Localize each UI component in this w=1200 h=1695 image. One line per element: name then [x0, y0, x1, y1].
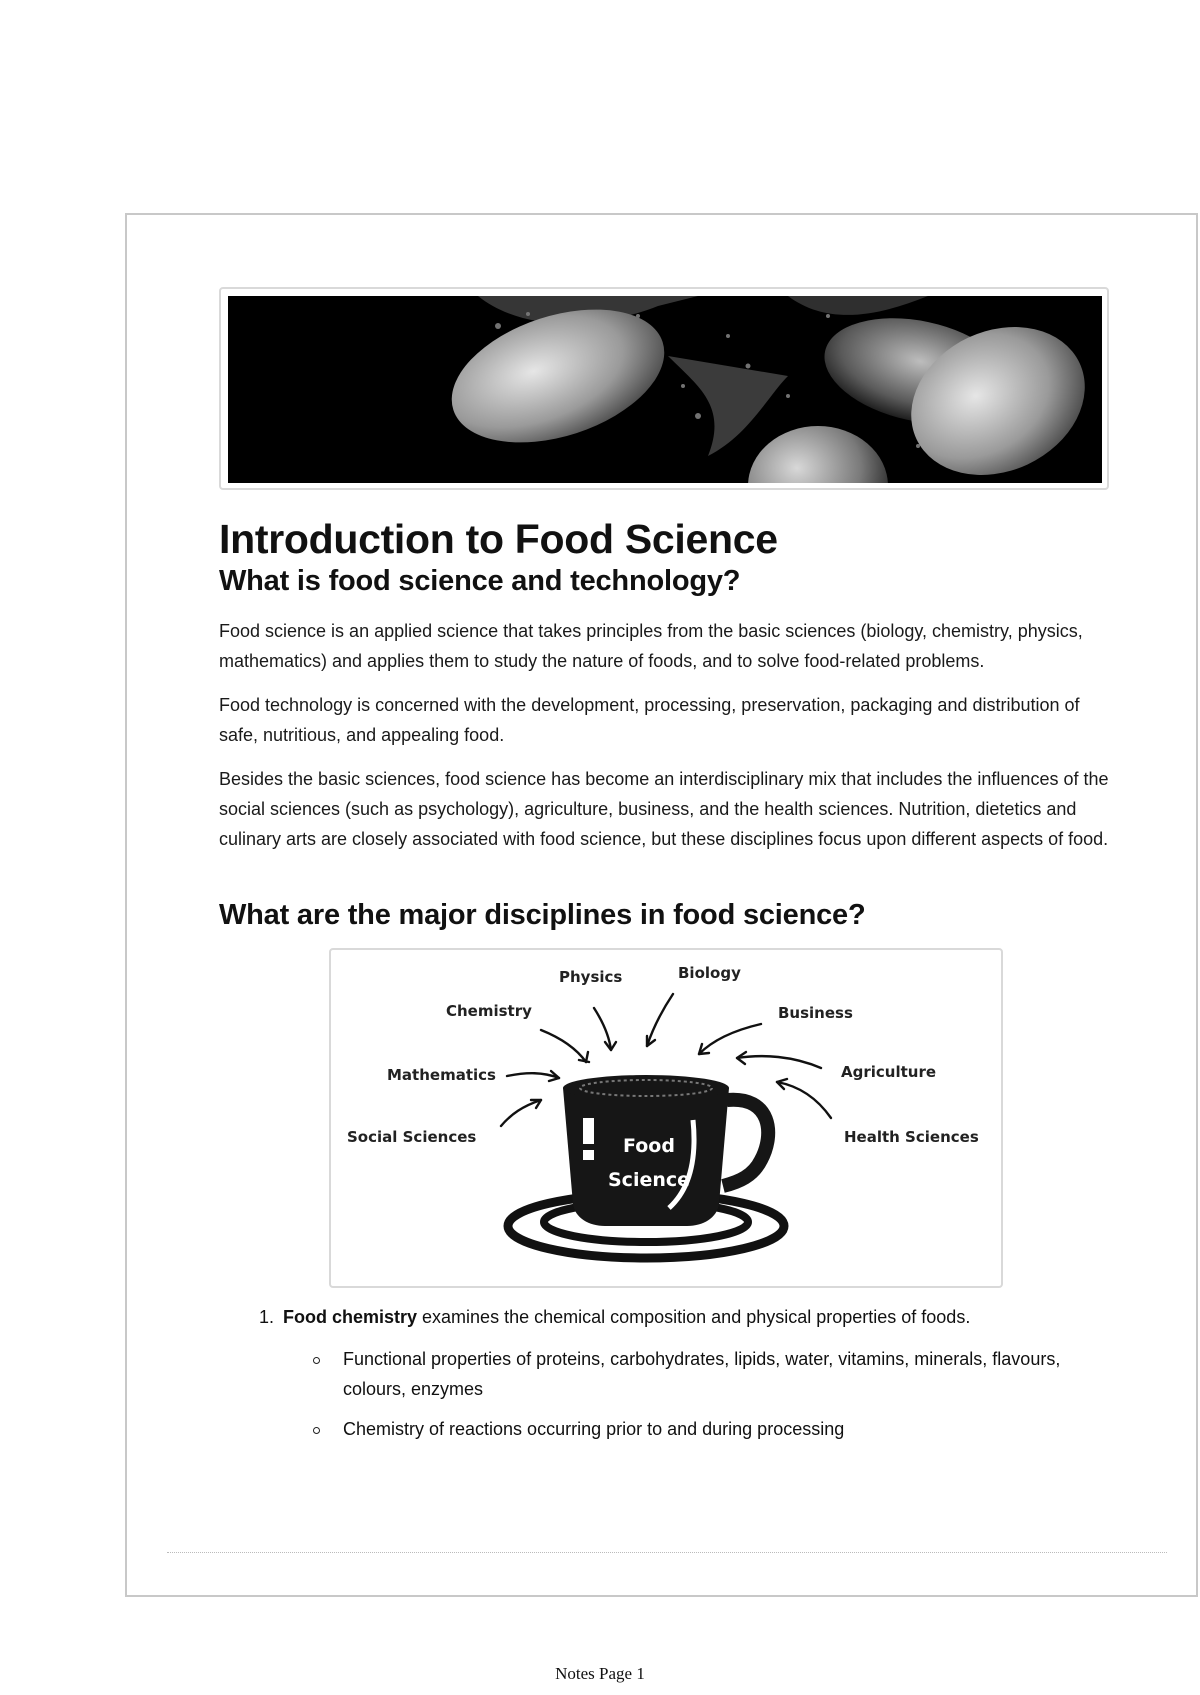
label-business: Business [778, 1004, 853, 1022]
arrow-social-sciences [501, 1100, 541, 1126]
arrow-chemistry [541, 1030, 586, 1062]
label-biology: Biology [678, 964, 741, 982]
label-social-sciences: Social Sciences [347, 1128, 477, 1146]
list-item-description: examines the chemical composition and physical properties of foods. [417, 1307, 971, 1327]
disciplines-list [219, 1302, 1109, 1444]
sub-list [283, 1344, 1109, 1444]
list-item-term: Food chemistry [283, 1307, 418, 1327]
fruit-splash-image [228, 296, 1102, 483]
section-heading: What are the major disciplines in food science? [219, 899, 866, 931]
cup-label-line2: Science [608, 1169, 691, 1191]
notes-page-label: Notes Page 1 [555, 1664, 645, 1683]
sub-list-item: Functional properties of proteins, carbohydrates, lipids, water, vitamins, minerals, flavours, colours, enzymes [339, 1344, 1109, 1404]
disciplines-diagram-graphic [331, 950, 1001, 1286]
label-chemistry: Chemistry [446, 1002, 532, 1020]
arrow-mathematics [507, 1073, 559, 1078]
arrow-physics [594, 1008, 611, 1050]
label-health-sciences: Health Sciences [844, 1128, 979, 1146]
sub-list-item: Chemistry of reactions occurring prior to and during processing [339, 1414, 1109, 1444]
page-footer-rule [167, 1552, 1167, 1555]
disciplines-diagram [329, 948, 1003, 1288]
page-subtitle: What is food science and technology? [219, 565, 741, 597]
banner-image [219, 287, 1109, 490]
arrow-agriculture [737, 1056, 821, 1068]
label-physics: Physics [559, 968, 623, 986]
paragraph-interdisciplinary: Besides the basic sciences, food science has become an interdisciplinary mix that includes the influences of the social sciences (such as psychology), agriculture, business, and the health sciences. Nutrition, dietetics and culinary arts are closely associated with food science, but these disciplines focus upon different aspects of food. [219, 769, 1109, 849]
label-mathematics: Mathematics [387, 1066, 496, 1084]
page-content [219, 287, 1109, 1454]
arrow-biology [647, 994, 673, 1046]
document-page [125, 213, 1198, 1597]
paragraph-food-science: Food science is an applied science that takes principles from the basic sciences (biology, chemistry, physics, mathematics) and applies them to study the nature of foods, and to solve food-related problems. [219, 621, 1083, 671]
list-item-food-chemistry [279, 1302, 1109, 1444]
arrow-health-sciences [777, 1082, 831, 1118]
arrow-business [699, 1024, 761, 1054]
label-agriculture: Agriculture [841, 1063, 937, 1081]
cup-label-line1: Food [623, 1135, 675, 1157]
page-title: Introduction to Food Science [219, 516, 778, 562]
paragraph-food-technology: Food technology is concerned with the development, processing, preservation, packaging and distribution of safe, nutritious, and appealing food. [219, 695, 1080, 745]
